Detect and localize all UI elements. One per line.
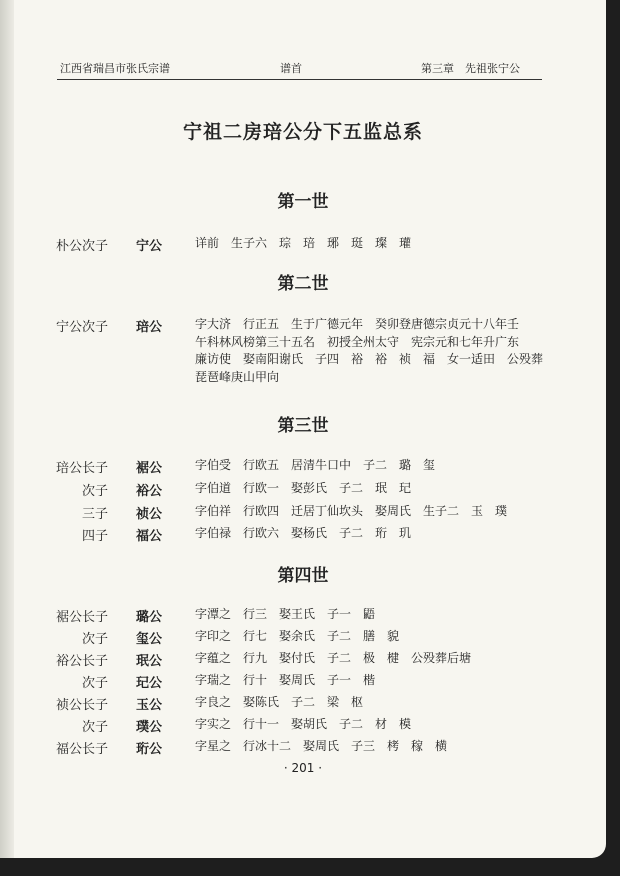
entry-description-line: 午科林风榜第三十五名 初授全州太守 宪宗元和七年升广东 <box>195 334 520 349</box>
entry-name: 琣公 <box>136 320 163 335</box>
entry-relation: 祯公长子 <box>55 698 108 713</box>
entry-description-line: 字蕴之 行九 娶付氏 子二 极 楗 公殁葬后塘 <box>195 651 472 665</box>
running-header-right: 第三章 先祖张宁公 <box>421 62 520 75</box>
entry-description-line: 字伯受 行欧五 居清牛口中 子二 璐 玺 <box>195 458 436 472</box>
entry-relation: 裾公长子 <box>55 610 108 625</box>
entry-relation: 琣公长子 <box>55 461 108 476</box>
entry-description-line: 琵琶峰庚山甲向 <box>195 369 280 384</box>
entry-name: 祯公 <box>136 507 163 522</box>
entry-description-line: 字伯祥 行欧四 迁居丁仙坎头 娶周氏 生子二 玉 璞 <box>195 504 508 518</box>
entry-name: 珉公 <box>136 654 163 669</box>
entry-name: 玺公 <box>136 632 163 647</box>
running-header-left: 江西省瑞昌市张氏宗谱 <box>60 62 170 75</box>
entry-description-line: 字实之 行十一 娶胡氏 子二 材 模 <box>195 717 412 731</box>
entry-name: 玉公 <box>136 698 163 713</box>
entry-name: 璐公 <box>136 610 163 625</box>
entry-description-line: 详前 生子六 琮 琣 琊 珽 璨 瓘 <box>195 236 412 250</box>
entry-name: 玘公 <box>136 676 163 691</box>
generation-heading: 第一世 <box>277 192 329 212</box>
entry-name: 裕公 <box>136 484 163 499</box>
entry-relation: 三子 <box>81 507 108 522</box>
entry-description-line: 字伯道 行欧一 娶彭氏 子二 珉 玘 <box>195 481 412 495</box>
entry-relation: 朴公次子 <box>55 239 108 254</box>
page-number: · 201 · <box>283 761 323 775</box>
entry-description-line: 字伯禄 行欧六 娶杨氏 子二 珩 玑 <box>195 526 412 540</box>
entry-relation: 四子 <box>81 529 108 544</box>
entry-description-line: 字瑞之 行十 娶周氏 子一 楷 <box>195 673 376 687</box>
header-rule <box>57 79 542 80</box>
entry-relation: 福公长子 <box>55 742 108 757</box>
entry-description-line: 字良之 娶陈氏 子二 梁 枢 <box>195 695 364 709</box>
entry-relation: 宁公次子 <box>55 320 108 335</box>
entry-name: 宁公 <box>136 239 163 254</box>
running-header-center: 谱首 <box>280 62 302 75</box>
entry-description-line: 字星之 行冰十二 娶周氏 子三 栲 稼 横 <box>195 739 448 753</box>
entry-description-line: 廉访使 娶南阳谢氏 子四 裕 裕 祯 福 女一适田 公殁葬 <box>195 352 544 367</box>
entry-description-line: 字大济 行正五 生于广德元年 癸卯登唐德宗贞元十八年壬 <box>195 317 520 331</box>
entry-description-line: 字印之 行七 娶余氏 子二 膳 貌 <box>195 629 400 643</box>
entry-relation: 次子 <box>81 676 108 691</box>
entry-relation: 裕公长子 <box>55 654 108 669</box>
generation-heading: 第二世 <box>277 274 329 294</box>
generation-heading: 第三世 <box>277 416 329 436</box>
entry-name: 裾公 <box>136 461 163 476</box>
entry-name: 福公 <box>136 529 163 544</box>
page-title: 宁祖二房琣公分下五监总系 <box>182 121 423 143</box>
entry-description-line: 字潭之 行三 娶王氏 子一 鼯 <box>195 607 376 621</box>
entry-relation: 次子 <box>81 484 108 499</box>
entry-name: 珩公 <box>136 742 163 757</box>
generation-heading: 第四世 <box>277 566 329 586</box>
entry-name: 璞公 <box>136 720 163 735</box>
entry-relation: 次子 <box>81 632 108 647</box>
entry-relation: 次子 <box>81 720 108 735</box>
